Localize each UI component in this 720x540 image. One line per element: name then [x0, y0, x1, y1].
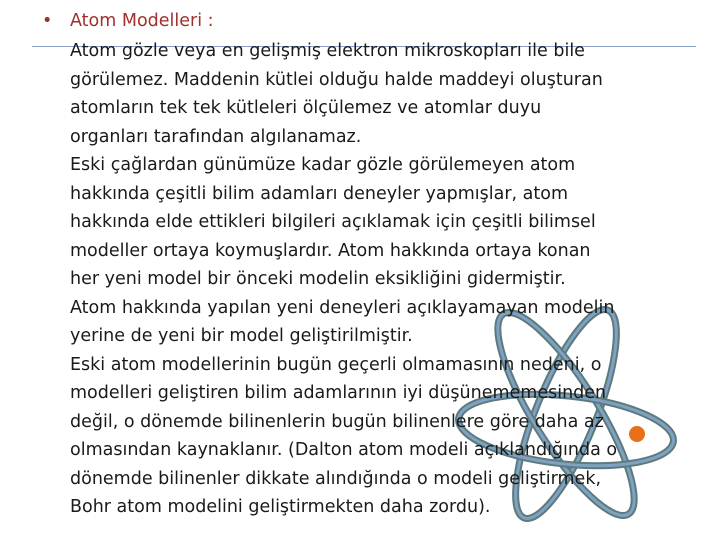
body-paragraphs — [70, 37, 617, 522]
body-line: değil, o dönemde bilinenlerin bugün bilinenlere göre daha az — [70, 411, 604, 432]
bullet-icon: • — [42, 11, 53, 31]
body-line: Atom hakkında yapılan yeni deneyleri açıklayamayan modelin — [70, 297, 615, 318]
heading-text: Atom Modelleri : — [70, 11, 214, 31]
body-line: organları tarafından algılanamaz. — [70, 126, 362, 147]
body-line: modelleri geliştiren bilim adamlarının iyi düşünememesinden — [70, 383, 607, 403]
body-line: Bohr atom modelini geliştirmekten daha zordu). — [70, 497, 491, 517]
body-line: modeller ortaya koymuşlardır. Atom hakkında ortaya konan — [70, 240, 591, 261]
body-line: hakkında elde ettikleri bilgileri açıklamak için çeşitli bilimsel — [70, 212, 596, 232]
body-line: atomların tek tek kütleleri ölçülemez ve atomlar duyu — [70, 98, 542, 118]
bullet-heading — [42, 9, 214, 33]
body-line: Eski çağlardan günümüze kadar gözle görülemeyen atom — [70, 155, 576, 175]
body-line: yerine de yeni bir model geliştirilmiştir. — [70, 326, 413, 346]
body-line: görülemez. Maddenin kütlei olduğu halde maddeyi oluşturan — [70, 69, 603, 90]
body-line: hakkında çeşitli bilim adamları deneyler yapmışlar, atom — [70, 183, 568, 204]
body-line: Eski atom modellerinin bugün geçerli olmamasının nedeni, o — [70, 354, 602, 375]
body-line: dönemde bilinenler dikkate alındığında o modeli geliştirmek, — [70, 468, 602, 489]
body-line: her yeni model bir önceki modelin eksikliğini gidermiştir. — [70, 269, 566, 289]
body-line: Atom gözle veya en gelişmiş elektron mikroskopları ile bile — [70, 41, 585, 61]
body-line: olmasından kaynaklanır. (Dalton atom modeli açıklandığında o — [70, 440, 618, 460]
